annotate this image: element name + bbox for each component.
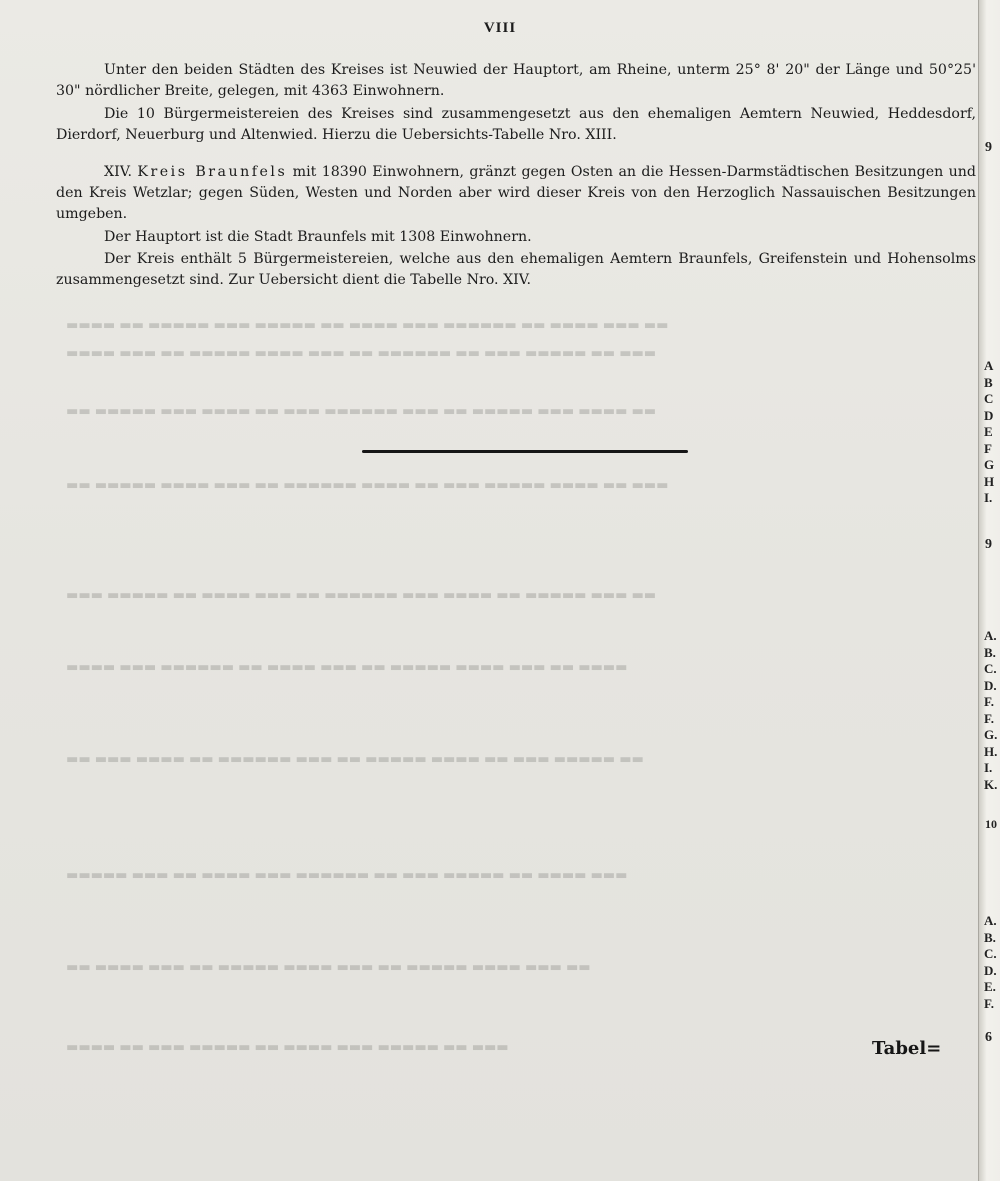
margin-letter: B bbox=[984, 374, 993, 390]
paragraph-body: mit 18390 Einwohnern, gränzt gegen Osten an die Hessen-Darmstädtischen Besitzungen und den Kreis Wetzlar; gegen Süden, Westen und Norden aber wird dieser Kreis von den Herzoglich Nassauischen Besitzungen umgeben. bbox=[56, 164, 977, 222]
district-name: Kreis Braunfels bbox=[137, 164, 288, 180]
margin-letter: F. bbox=[984, 995, 994, 1011]
margin-letter: D bbox=[984, 407, 994, 423]
paragraph-text: Unter den beiden Städten des Kreises ist Neuwied der Hauptort, am Rheine, unterm 25° 8' 20" der Länge und 50°25' 30" nördlicher Breite, gelegen, mit 4363 Einwohnern. bbox=[56, 62, 976, 99]
margin-letter: F bbox=[984, 440, 992, 456]
margin-top-glyph: 9 bbox=[985, 140, 992, 155]
margin-letter: H bbox=[984, 473, 995, 489]
paragraph-neuwied-location bbox=[56, 60, 976, 102]
margin-letter: C. bbox=[984, 946, 997, 961]
margin-letter: F. bbox=[984, 710, 994, 726]
margin-letter: B. bbox=[984, 929, 996, 945]
paragraph-text: Der Hauptort ist die Stadt Braunfels mit 1308 Einwohnern. bbox=[104, 229, 532, 245]
margin-letter: K. bbox=[984, 776, 998, 792]
paragraph-text bbox=[56, 162, 976, 225]
horizontal-rule bbox=[362, 450, 688, 453]
paragraph-neuwied-mayoralties bbox=[56, 104, 976, 146]
margin-digit: 10 bbox=[985, 817, 997, 831]
margin-letter: C. bbox=[984, 661, 997, 676]
margin-digit: 6 bbox=[985, 1030, 992, 1045]
margin-letter: F. bbox=[984, 694, 994, 709]
margin-digit: 9 bbox=[985, 537, 992, 552]
document-page: VIII Unter den beiden Städten des Kreises ist Neuwied der Hauptort, am Rheine, unterm 25° 8' 20" der Länge und 50°25' 30" nördlicher Breite, gelegen, mit 4363 Einwohnern. Die 10 Bürgermeistereien des Kreises sind zusammengesetzt aus den ehemaligen Aemtern Neuwied, Heddesdorf, Dierdorf, Neuerburg und Altenwied. Hierzu die Uebersichts-Tabelle Nro. XIII. XIV. Kreis Braunfels mit 18390 Einwohnern, gränzt gegen Osten an die Hessen-Darmstädtischen Besitzungen und den Kreis Wetzlar; gegen Süden, Westen und Norden aber wird dieser Kreis von den Herzoglich Nassauischen Besitzungen umgeben. Der Hauptort ist die Stadt Braunfels mit 1308 Einwohnern. Der Kreis enthält 5 Bürgermeistereien, welche aus den ehemaligen Aemtern Braunfels, Greifenstein und Hohensolms zusammengesetzt sind. Zur Uebersicht dient die Tabelle Nro. XIV. ▬▬ ▬▬▬ ▬▬▬▬ ▬▬ ▬▬▬▬▬▬ ▬▬▬ ▬▬▬▬ ▬▬ ▬▬▬▬▬ ▬▬▬ ▬▬▬▬▬ ▬▬ ▬▬▬▬ ▬▬▬ ▬▬ ▬▬▬▬▬ ▬▬▬ ▬▬ ▬▬▬▬▬▬ ▬▬ ▬▬▬ ▬▬▬▬ ▬▬▬▬▬ ▬▬ ▬▬▬ ▬▬▬▬ ▬▬ ▬▬▬▬ ▬▬▬ ▬▬▬▬▬ ▬▬ ▬▬▬ ▬▬▬▬▬▬ ▬▬▬ ▬▬ ▬▬▬▬ ▬▬▬ ▬▬▬▬▬ ▬▬ ▬▬▬ ▬▬ ▬▬▬▬ ▬▬▬▬▬ ▬▬▬ ▬▬ ▬▬▬▬ ▬▬▬▬▬▬ ▬▬ ▬▬▬ ▬▬▬▬ ▬▬▬▬▬ ▬▬ ▬▬ ▬▬▬ ▬▬▬▬▬ ▬▬ ▬▬▬▬ ▬▬▬ ▬▬▬▬▬▬ ▬▬ ▬▬▬ ▬▬▬▬ ▬▬ ▬▬▬▬▬ ▬▬▬ ▬▬▬▬ ▬▬ ▬▬▬ ▬▬▬▬ ▬▬▬▬▬ ▬▬ ▬▬▬ ▬▬▬▬ ▬▬ ▬▬▬▬▬▬ ▬▬▬ ▬▬▬▬ ▬▬ ▬▬▬▬▬ ▬▬▬ ▬▬ ▬▬▬▬ ▬▬▬▬▬ ▬▬ ▬▬▬ ▬▬▬▬▬▬ ▬▬ ▬▬▬▬ ▬▬▬ ▬▬ ▬▬▬ ▬▬▬▬ ▬▬ ▬▬▬▬▬ ▬▬▬ ▬▬ ▬▬▬▬▬▬ ▬▬▬ ▬▬▬▬ ▬▬ ▬▬▬ ▬▬▬▬▬ ▬▬ ▬▬▬ ▬▬▬▬ ▬▬▬▬▬ ▬▬ ▬▬▬ ▬▬▬▬ ▬▬▬▬▬ ▬▬ ▬▬▬ ▬▬▬▬ ▬▬ ▬▬▬ ▬▬ ▬▬▬▬▬ ▬▬▬ ▬▬▬▬ ▬▬ ▬▬▬▬▬ ▬▬▬ ▬▬ ▬▬▬▬ Tabel= bbox=[0, 0, 980, 1181]
margin-letter: E. bbox=[984, 979, 996, 994]
margin-letter: G. bbox=[984, 727, 998, 742]
page-number: VIII bbox=[483, 20, 517, 36]
margin-letter: H. bbox=[984, 743, 998, 759]
margin-letter: I. bbox=[984, 490, 993, 505]
margin-letter: B. bbox=[984, 644, 996, 660]
margin-letter-list bbox=[984, 358, 994, 507]
margin-letter: E bbox=[984, 424, 993, 439]
catchword: Tabel= bbox=[872, 1038, 942, 1059]
margin-letter: C bbox=[984, 391, 994, 406]
margin-letter: G bbox=[984, 457, 995, 472]
margin-letter-list bbox=[984, 628, 997, 793]
margin-letter: D. bbox=[984, 677, 997, 693]
paragraph-braunfels-mayoralties bbox=[56, 249, 976, 291]
paragraph-braunfels-capital bbox=[56, 227, 976, 248]
margin-letter: A bbox=[984, 358, 994, 373]
margin-letter-list bbox=[984, 913, 997, 1012]
margin-letter: A. bbox=[984, 628, 997, 643]
margin-letter: I. bbox=[984, 760, 993, 775]
paragraph-text: Die 10 Bürgermeistereien des Kreises sind zusammengesetzt aus den ehemaligen Aemtern Neuwied, Heddesdorf, Dierdorf, Neuerburg und Altenwied. Hierzu die Uebersichts-Tabelle Nro. XIII. bbox=[56, 106, 976, 143]
margin-letter: D. bbox=[984, 962, 997, 978]
section-number: XIV. bbox=[104, 164, 132, 180]
margin-letter: A. bbox=[984, 913, 997, 928]
paragraph-text: Der Kreis enthält 5 Bürgermeistereien, welche aus den ehemaligen Aemtern Braunfels, Greifenstein und Hohensolms zusammengesetzt sind. Zur Uebersicht dient die Tabelle Nro. XIV. bbox=[56, 251, 976, 288]
paragraph-kreis-braunfels bbox=[56, 162, 976, 225]
